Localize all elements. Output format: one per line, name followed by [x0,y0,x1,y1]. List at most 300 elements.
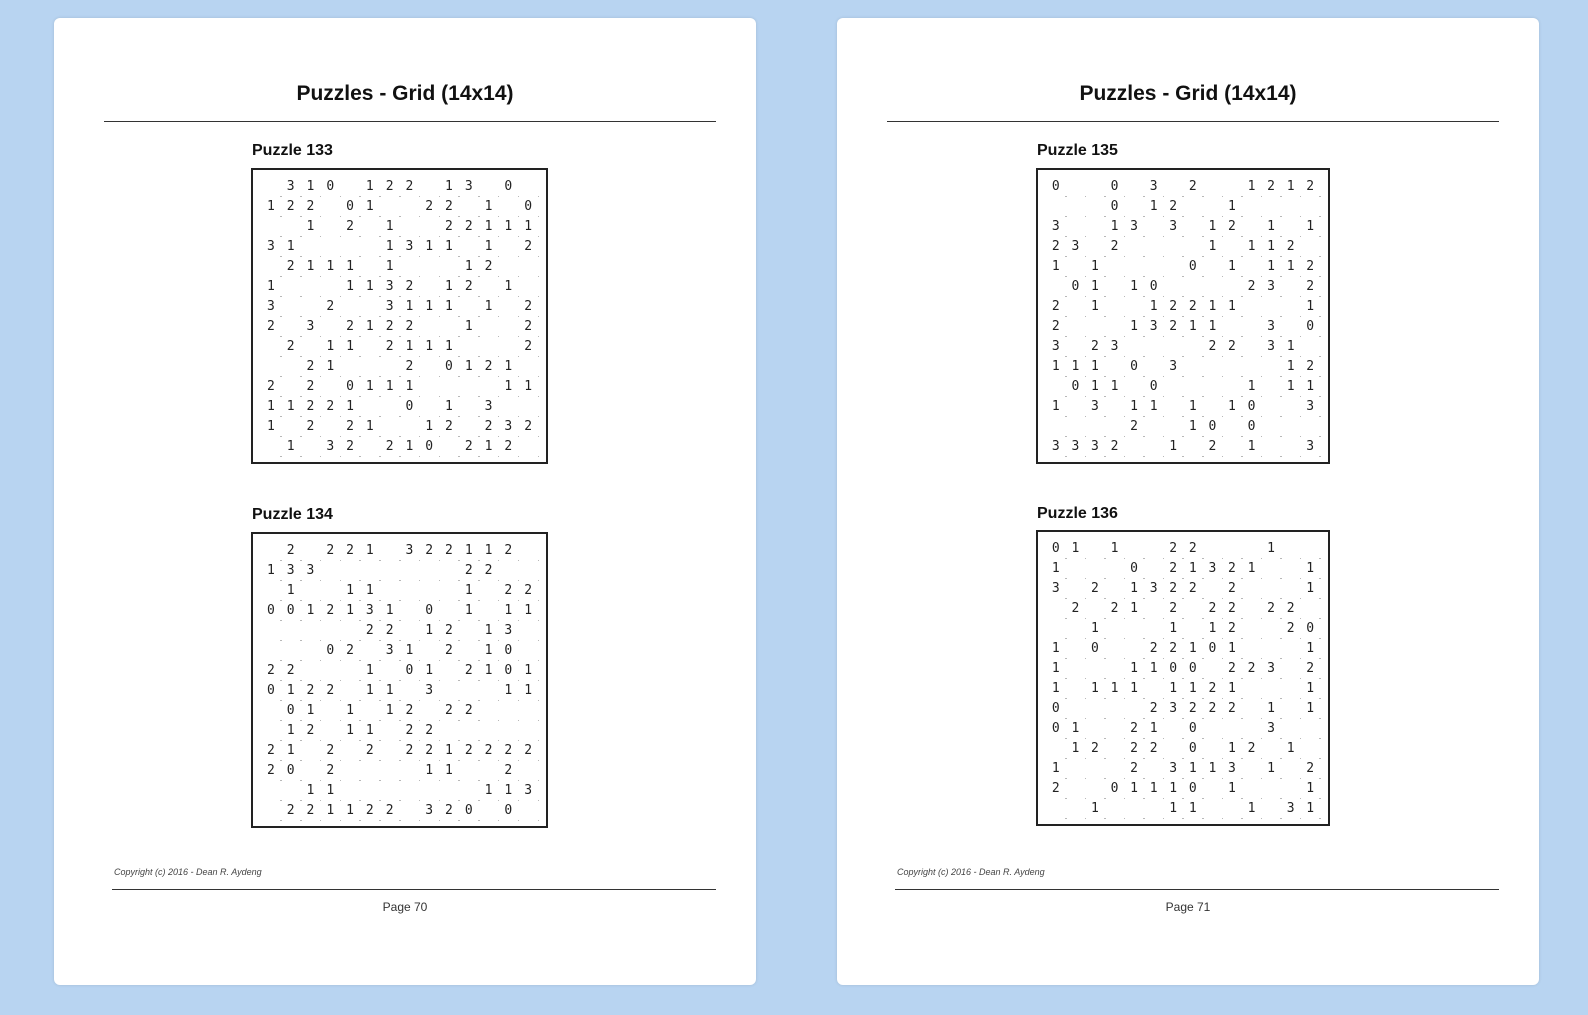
grid-cell: 2 [400,276,420,296]
grid-cell: 1 [1222,256,1242,276]
grid-cell [1105,618,1125,638]
grid-cell [400,620,420,640]
grid-cell: 1 [1085,678,1105,698]
grid-cell: 1 [1144,196,1164,216]
grid-cell [320,416,340,436]
grid-cell: 2 [320,296,340,316]
grid-cell: 3 [1261,718,1281,738]
page-title: Puzzles - Grid (14x14) [1079,82,1297,105]
grid-cell [261,356,281,376]
grid-cell: 0 [1046,718,1066,738]
grid-cell: 2 [320,600,340,620]
grid-cell: 2 [1163,638,1183,658]
grid-cell: 1 [1163,798,1183,818]
grid-cell [1066,196,1086,216]
grid-cell [1163,176,1183,196]
grid-cell [459,236,479,256]
grid-cell [518,176,538,196]
grid-cell: 1 [479,196,499,216]
grid-cell [301,660,321,680]
grid-cell: 0 [1183,718,1203,738]
grid-cell [1203,256,1223,276]
grid-cell: 1 [1085,618,1105,638]
grid-cell [419,356,439,376]
grid-cell: 2 [1046,316,1066,336]
grid-cell: 1 [380,256,400,276]
grid-cell [459,196,479,216]
grid-cell: 1 [301,700,321,720]
grid-cell: 2 [1183,698,1203,718]
grid-cell [419,580,439,600]
grid-cell: 1 [261,276,281,296]
grid-cell: 1 [360,316,380,336]
grid-cell [1242,758,1262,778]
grid-cell: 1 [1242,558,1262,578]
grid-cell [1144,798,1164,818]
grid-cell [1085,416,1105,436]
grid-cell: 1 [1085,296,1105,316]
grid-cell [1085,538,1105,558]
grid-cell: 1 [340,276,360,296]
grid-cell: 1 [419,620,439,640]
grid-cell [498,396,518,416]
grid-cell [419,396,439,416]
grid-cell [1105,276,1125,296]
grid-cell [1242,216,1262,236]
grid-cell [1085,598,1105,618]
grid-cell [1066,658,1086,678]
grid-cell [479,276,499,296]
grid-cell [1046,618,1066,638]
grid-cell: 2 [281,336,301,356]
grid-cell: 2 [1046,778,1066,798]
grid-cell: 1 [281,236,301,256]
grid-cell [281,640,301,660]
grid-cell: 1 [360,176,380,196]
grid-cell [1242,196,1262,216]
grid-cell: 2 [1222,558,1242,578]
grid-cell: 3 [1163,216,1183,236]
grid-cell [1222,538,1242,558]
grid-cell: 2 [380,436,400,456]
grid-cell [1085,718,1105,738]
grid-cell: 2 [1203,598,1223,618]
copyright-text: Copyright (c) 2016 - Dean R. Aydeng [897,867,1045,877]
grid-cell: 1 [400,640,420,660]
grid-cell [1203,778,1223,798]
grid-cell [1261,738,1281,758]
grid-cell [1281,216,1301,236]
grid-cell [1281,396,1301,416]
grid-cell: 2 [1144,738,1164,758]
grid-cell: 2 [1203,436,1223,456]
puzzle-grid-cells [1046,176,1320,456]
grid-cell [261,176,281,196]
grid-cell [419,640,439,660]
grid-cell: 0 [1203,638,1223,658]
grid-cell: 1 [320,780,340,800]
grid-cell [439,780,459,800]
grid-cell: 1 [1242,236,1262,256]
grid-cell [1163,416,1183,436]
grid-cell [1085,698,1105,718]
grid-cell [518,700,538,720]
grid-cell [281,316,301,336]
grid-cell: 1 [320,800,340,820]
grid-cell [1222,718,1242,738]
grid-cell: 1 [1222,296,1242,316]
grid-cell [498,296,518,316]
grid-cell: 1 [1300,798,1320,818]
grid-cell [1066,256,1086,276]
grid-cell [1183,618,1203,638]
grid-cell: 1 [459,600,479,620]
grid-cell: 1 [340,720,360,740]
puzzle-grid-cells [261,176,538,456]
puzzle-grid [1036,530,1330,826]
grid-cell [439,600,459,620]
grid-cell [1105,396,1125,416]
page-right [837,18,1539,985]
grid-cell: 1 [1203,618,1223,638]
grid-cell: 3 [320,436,340,456]
page-left [54,18,756,985]
grid-cell [1183,436,1203,456]
grid-cell [1242,296,1262,316]
grid-cell: 1 [1183,558,1203,578]
grid-cell: 2 [439,640,459,660]
grid-cell [419,700,439,720]
grid-cell [360,336,380,356]
grid-cell: 1 [1300,698,1320,718]
grid-cell: 1 [1066,538,1086,558]
grid-cell: 1 [261,396,281,416]
grid-cell: 1 [1183,758,1203,778]
grid-cell [400,600,420,620]
grid-cell [1281,196,1301,216]
grid-cell: 1 [380,216,400,236]
grid-cell [419,216,439,236]
grid-cell [1124,236,1144,256]
grid-cell: 1 [1261,698,1281,718]
grid-cell [400,800,420,820]
grid-cell [400,760,420,780]
grid-cell [439,580,459,600]
grid-cell [518,256,538,276]
grid-cell [1066,758,1086,778]
grid-cell: 0 [261,680,281,700]
grid-cell: 0 [1163,658,1183,678]
grid-cell: 1 [1144,658,1164,678]
grid-cell: 3 [281,176,301,196]
grid-cell: 1 [1163,778,1183,798]
grid-cell [1203,176,1223,196]
grid-cell: 2 [1300,176,1320,196]
grid-cell [1066,578,1086,598]
grid-cell [340,780,360,800]
grid-cell [419,256,439,276]
grid-cell [340,236,360,256]
grid-cell [419,176,439,196]
grid-cell: 1 [1261,236,1281,256]
grid-cell: 1 [439,236,459,256]
grid-cell: 3 [419,680,439,700]
grid-cell [1124,698,1144,718]
grid-cell: 1 [419,336,439,356]
grid-cell: 1 [301,176,321,196]
grid-cell [1242,578,1262,598]
grid-cell [1144,336,1164,356]
grid-cell [1085,236,1105,256]
grid-cell: 1 [479,296,499,316]
grid-cell: 1 [1124,396,1144,416]
grid-cell [1124,296,1144,316]
grid-cell: 1 [1222,396,1242,416]
grid-cell [400,196,420,216]
grid-cell: 1 [1144,778,1164,798]
grid-cell [1222,436,1242,456]
grid-cell [360,216,380,236]
grid-cell: 1 [1163,436,1183,456]
grid-cell: 2 [340,640,360,660]
grid-cell [320,580,340,600]
grid-cell: 0 [1242,396,1262,416]
grid-cell [340,560,360,580]
grid-cell [1066,396,1086,416]
grid-cell [261,640,281,660]
grid-cell: 2 [1046,296,1066,316]
grid-cell [1242,356,1262,376]
grid-cell: 1 [1281,336,1301,356]
puzzle-label: Puzzle 133 [252,142,333,159]
grid-cell: 2 [439,416,459,436]
grid-cell: 1 [439,740,459,760]
grid-cell [1105,738,1125,758]
grid-cell: 2 [1124,718,1144,738]
grid-cell [518,540,538,560]
grid-cell: 2 [281,800,301,820]
grid-cell: 1 [1085,798,1105,818]
grid-cell: 1 [281,396,301,416]
grid-cell [360,760,380,780]
grid-cell [1300,236,1320,256]
grid-cell: 2 [1163,578,1183,598]
grid-cell [1261,578,1281,598]
grid-cell [1124,336,1144,356]
grid-cell: 1 [1281,356,1301,376]
grid-cell [1144,678,1164,698]
grid-cell: 0 [1242,416,1262,436]
grid-cell [380,740,400,760]
grid-cell [1144,558,1164,578]
grid-cell [1183,236,1203,256]
grid-cell [380,416,400,436]
grid-cell [1300,336,1320,356]
grid-cell: 3 [1300,436,1320,456]
grid-cell: 2 [1124,758,1144,778]
grid-cell [479,720,499,740]
grid-cell: 2 [380,316,400,336]
grid-cell [1105,658,1125,678]
grid-cell [1066,316,1086,336]
grid-cell [261,780,281,800]
grid-cell: 0 [400,660,420,680]
grid-cell [380,540,400,560]
grid-cell: 1 [479,780,499,800]
grid-cell [320,316,340,336]
grid-cell [479,800,499,820]
grid-cell [1203,356,1223,376]
grid-cell [400,780,420,800]
grid-cell [1046,798,1066,818]
grid-cell: 1 [320,256,340,276]
puzzle-grid [251,168,548,464]
grid-cell [518,396,538,416]
grid-cell: 2 [419,196,439,216]
grid-cell [340,740,360,760]
page-title: Puzzles - Grid (14x14) [296,82,514,105]
grid-cell [439,376,459,396]
grid-cell: 2 [281,540,301,560]
grid-cell [1066,678,1086,698]
grid-cell: 1 [1300,678,1320,698]
grid-cell [1222,356,1242,376]
grid-cell: 2 [1105,598,1125,618]
grid-cell: 2 [479,740,499,760]
grid-cell [439,720,459,740]
grid-cell [439,316,459,336]
grid-cell [380,720,400,740]
grid-cell [1242,638,1262,658]
grid-cell [1242,718,1262,738]
grid-cell: 1 [1085,356,1105,376]
grid-cell: 2 [261,660,281,680]
grid-cell [1183,216,1203,236]
grid-cell [498,236,518,256]
grid-cell: 1 [498,216,518,236]
grid-cell: 3 [1085,396,1105,416]
grid-cell [380,780,400,800]
grid-cell: 2 [1066,598,1086,618]
grid-cell [1183,336,1203,356]
grid-cell [1300,598,1320,618]
grid-cell [479,176,499,196]
grid-cell: 1 [439,176,459,196]
grid-cell: 1 [1183,396,1203,416]
grid-cell: 3 [1046,336,1066,356]
page-number: Page 71 [1165,900,1211,914]
grid-cell: 1 [1281,256,1301,276]
grid-cell: 0 [281,700,301,720]
grid-cell: 2 [301,396,321,416]
grid-cell: 1 [340,336,360,356]
grid-cell [360,236,380,256]
grid-cell: 3 [1163,758,1183,778]
grid-cell: 1 [360,680,380,700]
grid-cell: 1 [498,376,518,396]
grid-cell [1261,618,1281,638]
grid-cell [1281,316,1301,336]
grid-cell [498,720,518,740]
grid-cell [1144,256,1164,276]
grid-cell: 1 [281,580,301,600]
grid-cell: 1 [1183,416,1203,436]
grid-cell: 2 [301,680,321,700]
grid-cell [1261,396,1281,416]
grid-cell: 2 [400,700,420,720]
grid-cell: 1 [479,660,499,680]
grid-cell [301,540,321,560]
grid-cell: 2 [518,740,538,760]
grid-cell: 1 [1046,256,1066,276]
grid-cell [479,700,499,720]
grid-cell: 2 [1163,598,1183,618]
grid-cell: 2 [400,316,420,336]
grid-cell [1163,256,1183,276]
grid-cell: 2 [439,540,459,560]
grid-cell [1281,658,1301,678]
grid-cell: 0 [1144,376,1164,396]
grid-cell: 1 [1163,678,1183,698]
grid-cell [419,376,439,396]
grid-cell: 2 [301,196,321,216]
grid-cell: 1 [419,296,439,316]
grid-cell [1144,236,1164,256]
grid-cell [281,376,301,396]
grid-cell [518,620,538,640]
grid-cell [1300,538,1320,558]
grid-cell: 2 [1183,578,1203,598]
grid-cell: 0 [1124,356,1144,376]
grid-cell: 1 [1261,256,1281,276]
grid-cell [380,560,400,580]
grid-cell [1281,678,1301,698]
grid-cell [1222,798,1242,818]
grid-cell [1163,336,1183,356]
grid-cell [1046,196,1066,216]
grid-cell: 1 [360,540,380,560]
grid-cell [1124,798,1144,818]
grid-cell [518,276,538,296]
grid-cell [1300,738,1320,758]
grid-cell [1242,538,1262,558]
grid-cell: 1 [479,540,499,560]
grid-cell: 2 [1203,698,1223,718]
puzzle-label: Puzzle 134 [252,506,333,523]
grid-cell: 0 [1183,738,1203,758]
grid-cell: 0 [320,176,340,196]
grid-cell: 0 [320,640,340,660]
grid-cell: 1 [1242,176,1262,196]
grid-cell [1066,778,1086,798]
grid-cell: 2 [479,356,499,376]
grid-cell [479,376,499,396]
grid-cell: 1 [1281,176,1301,196]
grid-cell [360,296,380,316]
grid-cell: 1 [360,376,380,396]
grid-cell: 1 [281,436,301,456]
grid-cell: 0 [1183,778,1203,798]
grid-cell [1066,336,1086,356]
grid-cell: 1 [498,780,518,800]
grid-cell [1300,416,1320,436]
title-divider [104,121,716,122]
footer-divider [112,889,716,890]
grid-cell [320,196,340,216]
grid-cell: 0 [1046,176,1066,196]
grid-cell [1144,436,1164,456]
grid-cell [1242,316,1262,336]
